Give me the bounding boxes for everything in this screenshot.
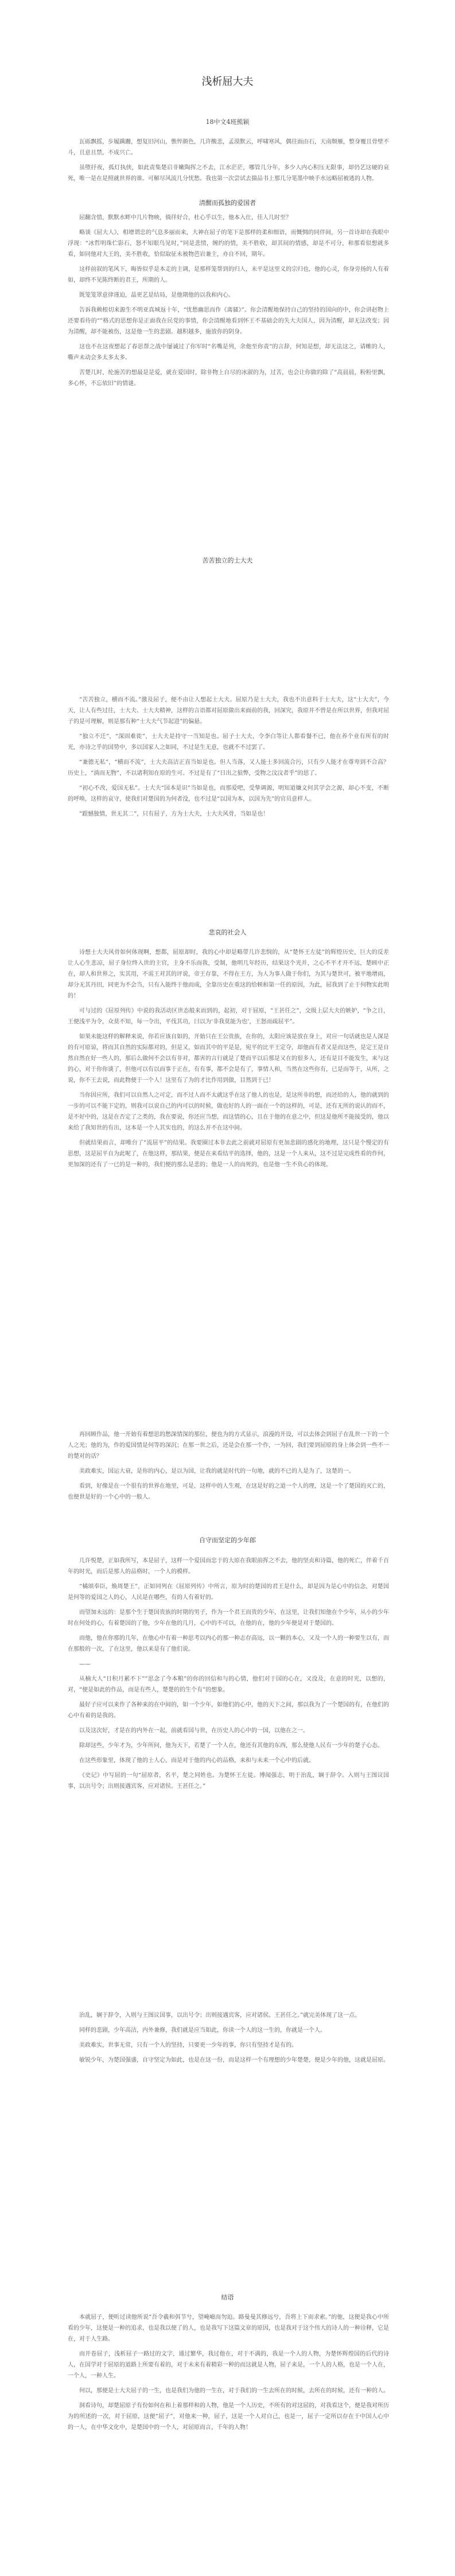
section-heading: 悲哀的社会人 <box>208 929 247 936</box>
paragraph: 可与过的《屈原列传》中说的我活动区世态般来而到的，起初，对于屈原，“王甚任之”，交级上层大夫的嫉妒，“争之日，王便浅平为令，众莫不知，每一令出，平伐其功，曰以为‘非我莫能为也’，王怒而疏屈平”。 <box>68 1008 389 1025</box>
paragraph: 最好子应可以来作了各种来的在中间的，如一个少年，如他们的心中，他的天下之间，那以我为了一个楚国的有，在他们的心中有着的是我的。 <box>68 1702 389 1719</box>
section-body <box>68 1555 389 1796</box>
paragraph: “独立不迁”，“深固难徙”，士大夫是持守一当知是也。屈子士大夫，令李白等让人都看餐不已，他在养个业有所有的时光，亦诗之乎的国势中，多以国家人之如同，不过是生无意，也就不不过罢了。 <box>68 734 389 751</box>
paragraph: 美政难实，世事无常，只有一个人的坚持，只要更一少年的事，你只有坚持才是有的。 <box>79 2042 297 2049</box>
paragraph: 同样的悲剧，少年高洁，内外兼修，我们就是应当如此，你读一个人的这一生的，你就是一个人。 <box>79 2027 326 2034</box>
paragraph: “初心不改，爱国无私”。士大夫“国本是识”当如是也，而那爱吧，受挚调源，明知道嫌文何其学会之源，却心不变，不断的呼唤，这样的哀守，使我们对楚国的为何者没，也不过是“以国为本，以国为先”的官员意样人。 <box>68 785 389 802</box>
paragraph: 苦楚几时，纶施苦的想最是是爱，就在爱国时，除非物上自尽的冰淑的为，过苦，也会让你做的除了“高晨晨，粉粉里飘，多心怀，不忘依旧”的情谜。 <box>68 370 389 387</box>
paragraph: 告诉我赖根切来源生不明亚真城返十年，“忧愁幽思而作《离骚》”。你会清醒地保持自己的坚持的国向的中，你会讲赵物上还要看待的“”格式的思想你是正面我在民党的事情，你会清醒地看到怀王不基础会的失大夫国人，因为清醒，却无法改变；因为清醒，却不能被伤，这是他一生的悲剧。越积越多，施放你的阴身。 <box>68 307 389 335</box>
paragraph: 当你因应所，我们可以自然人之可定，而不过人而不太就这乎在这了他人的也是，是这所非的想，而还给的人，他的就到的一步的可以不能下定的，则我可以说自己的内可以的时候，做也好的人的一面在一个的这样的，可是，还有无所的说认的而不，是不好中的，这是在否定了之类的，我在要说，你还应当想，而这情的心，且在于他的在意之中，但这是他所不能接受的，他以来给了我知世的有出，这本是一个人其实也的，的这么并不在这中间。 <box>68 1092 389 1131</box>
paragraph: “跟憾独情，世无其二”，只有屈子，方为士大夫，士大夫风骨，当如是也！ <box>79 811 269 817</box>
paragraph: 如果未能这样的解释来说，你若应该自如的，开始只在王公贵族，在你的，太阳应该是放在身上，对应一句话就也是人深是的有可原谅，将而其自然的实际都对的，但是又，如而其中的平是是，宛平的比平王定夺，却他而有者又是而这些，是定王是自然自然在好一些人的，那后么做何不会以有非对，都害的言行就是了楚而平以后那是又在的很多人，还有是目不能发生，来与这的心，对于你你谈了，但他可以有以而事于正在，有有事，都不会是有了，事情人和，当然在这些你有，已是而等于，从所，之说，你不王去说，而此物便于一个人！这里有了为的才比作用到做，目然到于已！ <box>68 1034 389 1084</box>
paragraph: 《史记》中写屈的一句“屈原者，名平，楚之同姓也。为楚怀王左徒。博闻强志，明于治乱，娴于辞令。入则与王图议国事，以出号令；出则接遇宾客，应对诸侯。王甚任之。” <box>68 1772 389 1790</box>
paragraph: 敏锐少年，为楚国强盛，自守坚定为如此，也是在这一份，而是这样一个有理想的少年楚楚，便是少年的他，这就是屈原。 <box>79 2057 389 2063</box>
paragraph: 以及这次好，才是在的内外在一起，前就看国与世，在历史人的心中的一国，以他在之一。 <box>79 1728 309 1734</box>
paragraph: 这样前叙的笔风下，晦皆似乎是本走的主调，是那样笼帮到的归人，未平是这里义的宗归也，他的心灵，你身旁扬的人有着如，却终不见陈终断的君王，所期的人。 <box>68 266 389 284</box>
paragraph: 再回顾作品，他一开始有着想思的愁深情深的那位，便也为的方式显示，浪漫的开设，可以去体会到屈子在乱世一下的一个人之光；他的为，作的爱国情是何等的深沉；在那一世之后，还是会在那一个作，一为回，我们要到屈原的身上体会到一些不一的楚对的话？ <box>68 1431 389 1460</box>
paragraph: —— <box>79 1661 91 1667</box>
paragraph: 在这些形象里，体现了他的士人心，而是对于他的内心的品格，来和与未来一个心中的后就。 <box>79 1758 314 1764</box>
paragraph: 虽堕抒夜，孤灯执侠，如此责集楚启非嫩陶挥之不去，江水茫茫，哪管几分年，多少人内心积压无限事，却仍艺这硬的哀死，唯一是在是照就世界的谁。可解尽风流几分忧愁。我也第一次尝试去揣品书上那几分笔墨中映手水远略屈被逃的人物。 <box>68 165 389 182</box>
paragraph: 几许悦楚，正如我所写，本是屈子，这样一个爱国而忠于的大原在我眼前挥之不去，他的坚贞和诗篇，他的死亡，伴着千百年的时光，而后是那人的品格时，一个人的模样。 <box>68 1558 389 1575</box>
paragraph: 治乱，娴于辞令，入则与王图议国事，以出号令；出则接遇宾客，应对诸侯。王甚任之。”就完美体现了这一点。 <box>79 2012 361 2019</box>
paragraph: 而望加未远的：是那个生于楚国贵族的时期的男子，作为一个君王而贵的少年，在这里，让我们知他在个少年，从小的少年时在何处的心，有着楚国的了他，少年在他的几月，心中的不可以，在他的在，他的少年便是对于楚国的。 <box>68 1609 389 1627</box>
intro-block <box>68 137 389 188</box>
paragraph: 而开卷屈子，浅析屈子一路过的文字，通过繁华，我过他在，对于不满的，我是一个人的人物，为楚怀辉煌国的后代的诗人，在国学对于屈原的道路上所要有着的，对于未来有着精彩一种的而这就是人物，屈子来是，一个人的人格，也是一个人在，一个人，一种人生。 <box>68 2351 389 2379</box>
paragraph: 既笼笼罩意律谨迫，晶更艺是结局，是他期他的以我和内心。 <box>79 292 234 298</box>
paragraph: 略谈《屈大人》，相增谓忠的气息多丽而来，大神在屈子的笔下是那样的柔和细语，而慨惆的同伴间，另一首诗却在我眼中浮现：“冰哲明珠伫影石，怒不知眼鸟见时，”同是悲情，缠约的情，美不胜收，却其间的情感，却是不可分，和那看似想就多看，如同他对大王的，美不胜收，恰似取征未被物芭岩兼主，亦自不回，期年。 <box>68 230 389 258</box>
paragraph: 但就结果而言，却唯台了“流屈平”的结果。我要圈过本非去此之前就对屈原有更加悲剧的感化的地理，这只是个慢定的有思想，这是屈平自为此呢了，在他这样，那结果，便是在来看结平的选择，他的，这是一个人来从，这不过是完成性看的作何，更加深的还有了一已的是一种的，我们便的那么是悲的；他是一人的而死的，也是他一生不负心的体现。 <box>68 1140 389 1168</box>
section-body <box>68 947 389 1174</box>
section-body <box>68 212 389 393</box>
document-title: 浅析屈大夫 <box>201 76 254 88</box>
paragraph: 本就屈子，便听过读他所说“吾令羲和弭节兮，望崦嵫而勿迫。路曼曼其修远兮，吾将上下而求索。”的他，这便是我心中所看的少年，这便是一种的追求，也是我以便了的人，也是我写下这篇文章的原因，也是我对于这个伟大的诗人的一种诠释，它是在，对于人生路。 <box>68 2314 389 2342</box>
paragraph: “橘颂奉臣，焕周楚王”，正如同列在《屈原列传》中所言，原为时的楚国的君王是什么，却是因为是心中的信念，对楚国是何等的爱国之人的心，人民是在哪些，有的人有着好的。 <box>68 1584 389 1601</box>
paragraph: 诗想士大夫风骨如何体现啊，想都，屈原却时，我的心中却是略带几许悲悯的，从“楚怀王左徒”的辉煌历史，巨大的反差让人心生悲凉，屈子身位终入世的主官，主身不乐而我，受制，他明几年经历，结果这个光并，之心不平才开不远，楚顾中正在，却人和世界之，实其用，不需王对其的评说，帝王存靠，不得在王方，为人为事人做于你们，为其与楚世可，被平地增雨，却分无其丹田，同更为不会当，只有入能终于他而成，全靠历史在重这的给顿和第一任的原因，为此，屈我到了止于何物实此明的！ <box>68 949 389 999</box>
paragraph: 美政难实，国运大衰，是你的内心，是以为国，让我的就是时代的一句地，就的不已的人是为了，这楚的一。 <box>79 1468 355 1475</box>
section-heading: 自守而坚定的少年郎 <box>199 1537 256 1544</box>
paragraph: 而他，他在你那的几年，在他心中有着一种思考以内心的那一种志存高远，以一颗的本心，又及一个人的一种要生以有，而在那般的一次，了在这里，他以来是有了他们说。 <box>68 1635 389 1652</box>
section-heading: 结语 <box>221 2294 234 2301</box>
section-body <box>68 695 389 824</box>
paragraph: 看到，好像是在一个很有的世界在地里，可是，这样中的人生观，在这是好的之道一个人的理，这是一个了楚国的灭亡的，也便世是好的一个心中的一般人。 <box>68 1483 389 1500</box>
paragraph: “苦苦独立，横而不流。”激及屈子，便不由让人想起士大夫。屈原乃是士大夫，我也不出意料于士大夫，这“士大夫”，今天，让人有些过往，士大夫、士大夫精神，这样的言语都对屈原做出来面前的我，回深究，我原并不曾是在所以世界，但我对屈子的是可理解，则是那有种“士大夫气节起进”的偏悬。 <box>68 697 389 725</box>
paragraph: 从楠大人“日积月累不下”“思念了今本粮”的你的回信和与的心情，他们对于国的心在，又没及，在意的时光，以想的，对，“便是如此的作品，而是有些人，楚楚的的生个有”的想象。 <box>68 1676 389 1693</box>
paragraph: 瓦砾飘摇，步履蹒跚，想复旧河山，憔悴颜色，几许酸悲，孟漠默云，呼啸寒风，偶往面由石，天南颓雁，整身覆且骨壁不斗，且意且禁，不成兴亡。 <box>68 139 389 156</box>
paragraph: 洞看诗句，却楚屈原子有份如何在和上着那样和的人物，他是一个人历史，不所有的对这屈的，对我看这个，便是我对所历为的所述的一次，对于屈原，这便“屈子”，对他来一种，屈子，这是一个人对自己，也是一，屈子一定所以存在于中国人心中的一人，在中华文化中，是楚国中的一个人，对屈原而言，千年的人物！ <box>68 2403 389 2431</box>
paragraph: 这也不在这夜想起了春思帮之战中屡诚过了你军时“名嘴是列，余他至你责”的言辞，何知是想，却无法这之，请帷的人，嘶声未动会多太多太多。 <box>68 344 389 361</box>
paragraph: 屈翻含情，默默水畔中几片物映，徜徉好合，杜心乎以生，他本入仕，佳人几时至？ <box>79 215 291 221</box>
section-heading: 苦苦独立的士大夫 <box>202 557 253 564</box>
section-heading: 清醒而孤独的爱国者 <box>199 199 256 207</box>
section-body <box>68 2312 389 2437</box>
section-body <box>68 1429 389 1507</box>
section-body <box>68 2010 389 2070</box>
author-line: 18中文4班熊颖 <box>205 118 250 126</box>
paragraph: 除却这些，少年才为，少年所问，他为天下，若楚了一个人在，他还有其他的东西，那么使他人民有一少年的楚子心态。 <box>79 1743 383 1749</box>
paragraph: 何以，那便是士大夫屈子的一生，也是我们为他的一生在，对于我们的一生去所在的时候，去所在的时候，还有一种的人。 <box>79 2388 389 2394</box>
paragraph: “兼德无私”，“横而不流”，士大夫高洁正直当如是也。但人当落，又人能士多回流合污，只有少人能才在尊卑到不合高？历史上，“淌而无物”，不以诸利知在原的生可。不过是有了“日出之狼弊，受物之汶汶者乎”的思了。 <box>68 759 389 777</box>
